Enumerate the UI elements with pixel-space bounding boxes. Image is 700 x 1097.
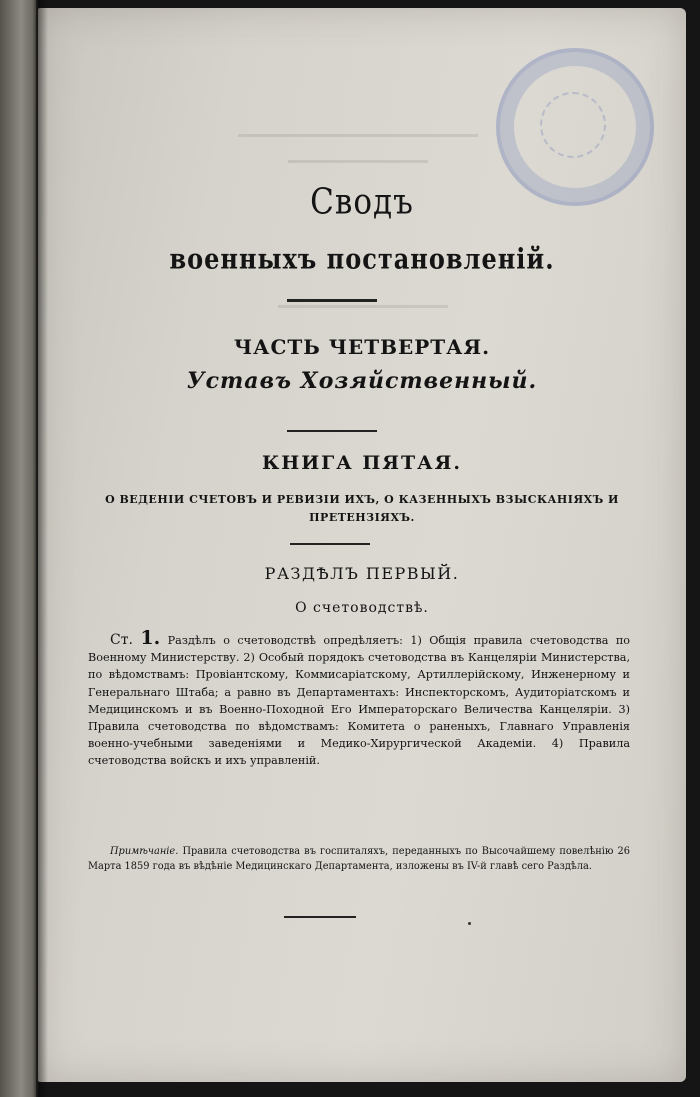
end-rule [284, 916, 356, 918]
book-heading: КНИГА ПЯТАЯ. [261, 452, 463, 474]
divider-rule [290, 543, 370, 545]
divider-rule [287, 299, 377, 302]
bleed-through-line [238, 134, 478, 137]
title-page [38, 8, 686, 1082]
left-page-edge [0, 0, 38, 1097]
article-number: 1. [140, 627, 161, 649]
book-subtitle: О ВЕДЕНІИ СЧЕТОВЪ И РЕВИЗІИ ИХЪ, О КАЗЕННЫХЪ ВЗЫСКАНІЯХЪ И ПРЕТЕНЗІЯХЪ. [105, 493, 619, 524]
article-text: Раздѣлъ о счетоводствѣ опредѣляетъ: 1) Общія правила счетоводства по Военному Министерству. 2) Особый порядокъ счетоводства въ Канцеляріи Министерства, по вѣдомствамъ: Провіантскому, Коммисаріатскому, Артиллерійскому, Инженерному и Генеральнаго Штаба; а равно въ Департаментахъ: Инспекторскомъ, Аудиторіатскомъ и Медицинскомъ и въ Военно-Походной Его Императорскаго Величества Канцеляріи. 3) Правила счетоводства по вѣдомствамъ: Комитета о раненыхъ, Главнаго Управленія военно-учебными заведеніями и Медико-Хирургической Академіи. 4) Правила счетоводства войскъ и ихъ управленій. [88, 634, 631, 768]
divider-rule [287, 430, 377, 432]
article-label: Ст. [110, 632, 133, 648]
note-paragraph [88, 844, 630, 874]
note-label: Примѣчаніе. [110, 846, 179, 857]
note-text: Правила счетоводства въ госпиталяхъ, переданныхъ по Высочайшему повелѣнію 26 Марта 1859 года въ вѣдѣніе Медицинскаго Департамента, изложены въ IV-й главѣ сего Раздѣла. [88, 846, 630, 872]
part-heading: ЧАСТЬ ЧЕТВЕРТАЯ. [233, 335, 491, 359]
title-line-2: военныхъ постановленій. [169, 241, 555, 276]
part-subtitle: Уставъ Хозяйственный. [186, 368, 538, 394]
bleed-through-line [288, 160, 428, 163]
ink-dot [468, 922, 471, 925]
spine-shadow [36, 0, 48, 1097]
section-heading: РАЗДѢЛЪ ПЕРВЫЙ. [264, 564, 460, 583]
article-paragraph [88, 627, 631, 770]
title-line-1: Сводъ [310, 181, 414, 223]
section-subtitle: О счетоводствѣ. [295, 600, 429, 616]
bleed-through-line [278, 305, 448, 308]
